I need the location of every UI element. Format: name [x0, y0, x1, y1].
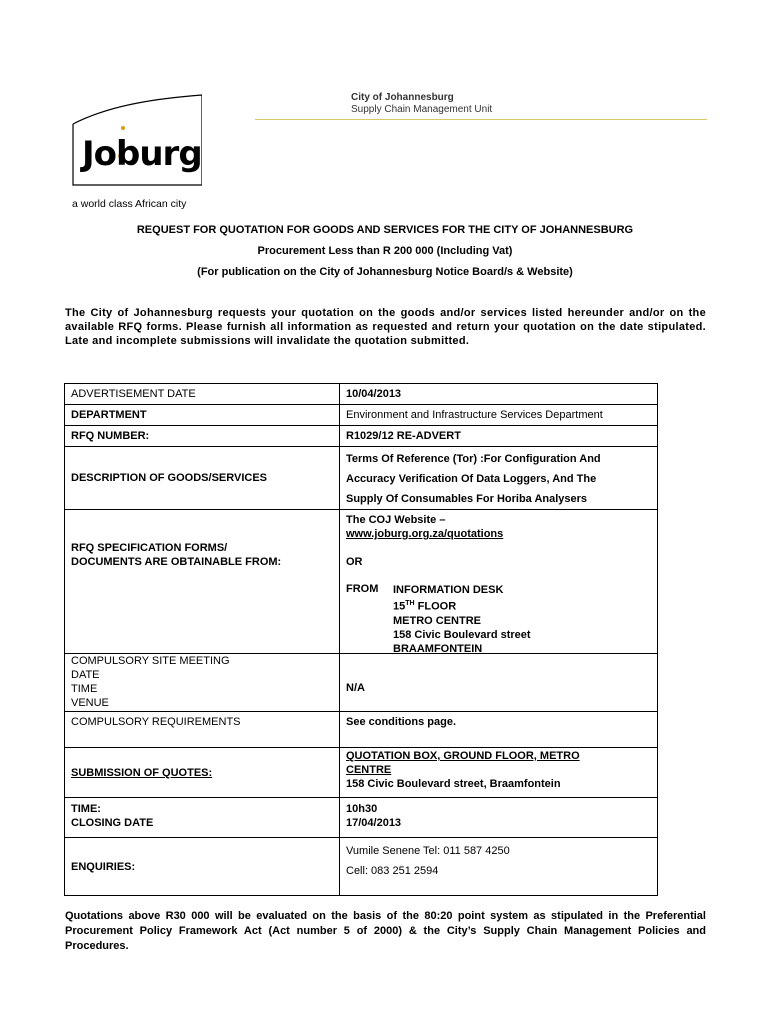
department-label: DEPARTMENT: [65, 405, 340, 426]
publication-note: (For publication on the City of Johannesburg Notice Board/s & Website): [197, 266, 573, 278]
submission-line: 158 Civic Boulevard street, Braamfontein: [346, 778, 561, 790]
rfq-number-label: RFQ NUMBER:: [65, 426, 340, 447]
org-name: City of Johannesburg: [351, 92, 454, 103]
requirements-value: [340, 712, 658, 748]
table-row-enquiries: [65, 838, 658, 896]
table-row-submission: [65, 748, 658, 798]
site-meeting-label: [65, 654, 340, 712]
logo-wordmark: Joburg: [82, 134, 202, 174]
requirements-label: [65, 712, 340, 748]
forms-address: [346, 583, 651, 655]
intro-paragraph: The City of Johannesburg requests your quotation on the goods and/or services listed hereunder and/or on the available RFQ forms. Please furnish all information as requested and return your quotation on the date stipulated. Late and incomplete submissions will invalidate the quotation submitted.: [65, 307, 706, 347]
site-meeting-line: DATE: [71, 669, 100, 681]
site-meeting-value: [340, 654, 658, 712]
rfq-details-table: [64, 383, 658, 896]
closing-date-value: 17/04/2013: [346, 817, 402, 829]
requirements-value-text: See conditions page.: [346, 716, 457, 728]
rfq-number-value: R1029/12 RE-ADVERT: [340, 426, 658, 447]
forms-area: BRAAMFONTEIN: [393, 642, 483, 655]
forms-floor-word: FLOOR: [417, 600, 457, 613]
advert-date-label: ADVERTISEMENT DATE: [65, 384, 340, 405]
table-row-description: [65, 447, 658, 510]
table-row-site-meeting: [65, 654, 658, 712]
forms-street: 158 Civic Boulevard street: [393, 628, 531, 641]
forms-website-label: The COJ Website –: [346, 514, 446, 526]
forms-floor-number: 15: [393, 600, 406, 613]
table-row-rfq-number: [65, 426, 658, 447]
table-row-advertisement-date: [65, 384, 658, 405]
forms-label: [65, 510, 340, 654]
enquiries-label: ENQUIRIES:: [65, 838, 340, 896]
forms-or: OR: [346, 556, 363, 568]
time-label: TIME:: [71, 803, 101, 815]
site-meeting-line: VENUE: [71, 697, 109, 709]
forms-floor-suffix: TH: [405, 600, 415, 607]
closing-date-label: CLOSING DATE: [71, 817, 154, 829]
submission-label: SUBMISSION OF QUOTES:: [65, 748, 340, 798]
forms-value: [340, 510, 658, 654]
table-row-closing: [65, 798, 658, 838]
forms-label-line: DOCUMENTS ARE OBTAINABLE FROM:: [71, 556, 282, 568]
table-row-specification-forms: [65, 510, 658, 654]
site-meeting-value-text: N/A: [346, 682, 365, 694]
description-line: Accuracy Verification Of Data Loggers, And The: [346, 473, 597, 485]
submission-line: CENTRE: [346, 764, 392, 776]
table-row-requirements: [65, 712, 658, 748]
org-unit: Supply Chain Management Unit: [351, 104, 493, 115]
closing-label: [65, 798, 340, 838]
department-value: Environment and Infrastructure Services Department: [340, 405, 658, 426]
forms-building: METRO CENTRE: [393, 614, 481, 627]
forms-floor: [393, 597, 531, 614]
enquiries-value: [340, 838, 658, 896]
description-line: Terms Of Reference (Tor) :For Configuration And: [346, 453, 601, 465]
closing-value: [340, 798, 658, 838]
site-meeting-line: COMPULSORY SITE MEETING: [71, 655, 230, 667]
footer-paragraph: Quotations above R30 000 will be evaluated on the basis of the 80:20 point system as stipulated in the Preferential Procurement Policy Framework Act (Act number 5 of 2000) & the City’s Supply Chain Management Policies and Procedures.: [65, 910, 706, 952]
advert-date-value: 10/04/2013: [340, 384, 658, 405]
requirements-label-text: COMPULSORY REQUIREMENTS: [71, 716, 241, 728]
forms-from: FROM: [346, 583, 379, 595]
table-row-department: [65, 405, 658, 426]
forms-address-block: [393, 583, 531, 656]
submission-line: QUOTATION BOX, GROUND FLOOR, METRO: [346, 750, 580, 762]
enquiries-cell: Cell: 083 251 2594: [346, 865, 439, 877]
submission-value: [340, 748, 658, 798]
time-value: 10h30: [346, 803, 378, 815]
description-line: Supply Of Consumables For Horiba Analysers: [346, 493, 588, 505]
enquiries-tel: Vumile Senene Tel: 011 587 4250: [346, 845, 510, 857]
forms-label-line: RFQ SPECIFICATION FORMS/: [71, 542, 228, 554]
logo-tagline: a world class African city: [72, 198, 187, 210]
description-value: [340, 447, 658, 510]
header-divider: [255, 119, 707, 120]
document-title: REQUEST FOR QUOTATION FOR GOODS AND SERVICES FOR THE CITY OF JOHANNESBURG: [136, 224, 634, 236]
site-meeting-line: TIME: [71, 683, 98, 695]
forms-desk: INFORMATION DESK: [393, 584, 504, 596]
description-label: DESCRIPTION OF GOODS/SERVICES: [65, 447, 340, 510]
forms-website-link[interactable]: www.joburg.org.za/quotations: [346, 528, 504, 540]
document-subtitle: Procurement Less than R 200 000 (Including Vat): [257, 245, 513, 257]
